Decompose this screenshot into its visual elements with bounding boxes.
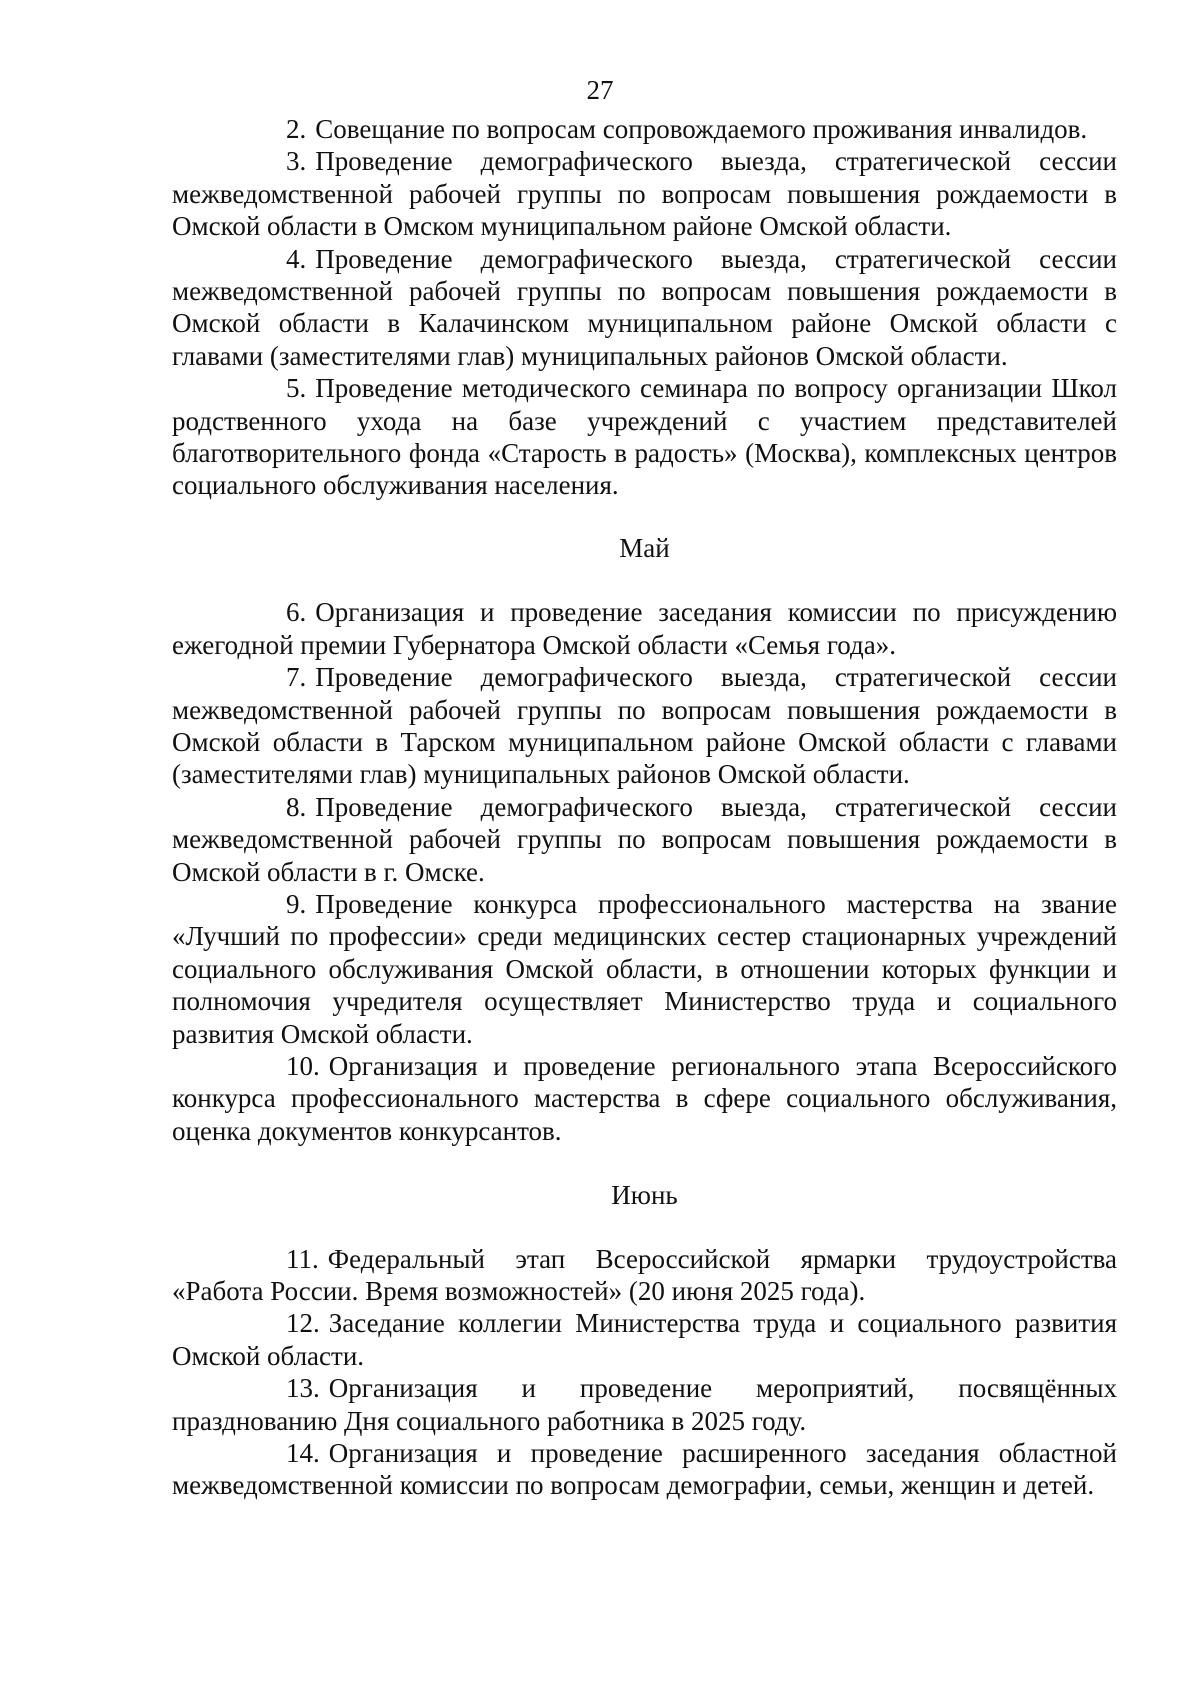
list-item	[172, 1307, 1117, 1372]
document-body	[172, 113, 1117, 1502]
item-text: Проведение демографического выезда, стратегической сессии межведомственной рабочей группы по вопросам повышения рождаемости в Омской области в Тарском муниципальном районе Омской области с главами (заместителями глав) муниципальных районов Омской области.	[172, 662, 1117, 790]
list-item	[172, 113, 1117, 145]
item-number: 3.	[286, 146, 307, 177]
list-item	[172, 1243, 1117, 1308]
item-number: 2.	[286, 114, 307, 144]
page-number: 27	[586, 75, 614, 105]
item-text: Организация и проведение регионального этапа Всероссийского конкурса профессионального мастерства в сфере социального обслуживания, оценка документов конкурсантов.	[172, 1050, 1117, 1146]
list-item	[172, 596, 1117, 661]
item-text: Проведение демографического выезда, стратегической сессии межведомственной рабочей группы по вопросам повышения рождаемости в Омской области в Калачинском муниципальном районе Омской области с главами (заместителями глав) муниципальных районов Омской области.	[172, 243, 1117, 371]
item-text: Организация и проведение мероприятий, посвящённых празднованию Дня социального работника в 2025 году.	[172, 1373, 1117, 1436]
item-text: Проведение методического семинара по вопросу организации Школ родственного ухода на базе учреждений с участием представителей благотворительного фонда «Старость в радость» (Москва), комплексных центров социального обслуживания населения.	[172, 373, 1117, 501]
list-item	[172, 1050, 1117, 1147]
item-number: 7.	[286, 662, 307, 693]
item-text: Заседание коллегии Министерства труда и социального развития Омской области.	[172, 1308, 1117, 1371]
list-item	[172, 243, 1117, 373]
section-heading-may: Май	[619, 532, 670, 563]
section-heading-june: Июнь	[611, 1180, 678, 1211]
item-number: 5.	[286, 373, 307, 404]
list-item	[172, 145, 1117, 242]
item-text: Организация и проведение расширенного заседания областной межведомственной комиссии по вопросам демографии, семьи, женщин и детей.	[172, 1438, 1117, 1501]
list-item	[172, 372, 1117, 502]
item-text: Федеральный этап Всероссийской ярмарки трудоустройства «Работа России. Время возможностей» (20 июня 2025 года).	[172, 1243, 1117, 1306]
list-item	[172, 661, 1117, 791]
item-text: Совещание по вопросам сопровождаемого проживания инвалидов.	[315, 114, 1088, 144]
item-number: 12.	[286, 1308, 320, 1339]
list-item	[172, 1437, 1117, 1502]
item-number: 6.	[286, 597, 307, 628]
item-number: 13.	[286, 1373, 320, 1404]
list-item	[172, 791, 1117, 888]
item-number: 11.	[286, 1243, 319, 1274]
item-number: 14.	[286, 1438, 320, 1469]
list-item	[172, 1372, 1117, 1437]
item-text: Проведение демографического выезда, стратегической сессии межведомственной рабочей группы по вопросам повышения рождаемости в Омской области в г. Омске.	[172, 791, 1117, 887]
list-item	[172, 888, 1117, 1050]
item-text: Проведение демографического выезда, стратегической сессии межведомственной рабочей группы по вопросам повышения рождаемости в Омской области в Омском муниципальном районе Омской области.	[172, 146, 1117, 242]
item-number: 8.	[286, 791, 307, 822]
item-number: 9.	[286, 888, 307, 919]
item-number: 10.	[286, 1050, 320, 1081]
item-number: 4.	[286, 243, 307, 274]
item-text: Проведение конкурса профессионального мастерства на звание «Лучший по профессии» среди медицинских сестер стационарных учреждений социального обслуживания Омской области, в отношении которых функции и полномочия учредителя осуществляет Министерство труда и социального развития Омской области.	[172, 888, 1117, 1049]
item-text: Организация и проведение заседания комиссии по присуждению ежегодной премии Губернатора Омской области «Семья года».	[172, 597, 1117, 660]
